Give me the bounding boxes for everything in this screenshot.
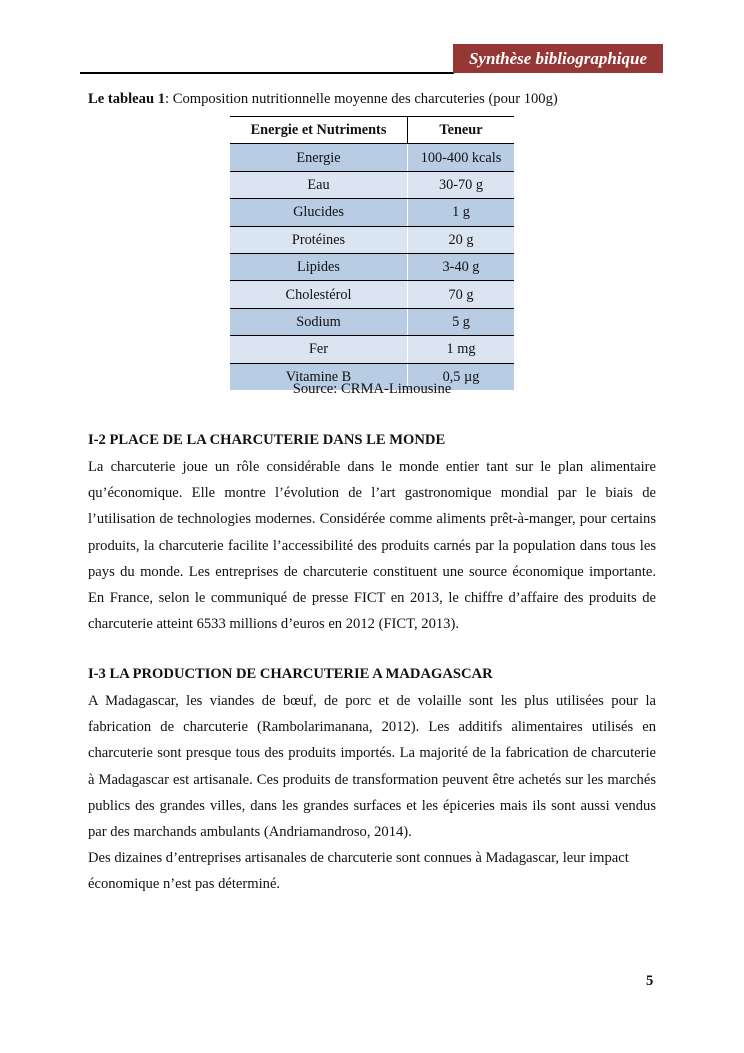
paragraph: La charcuterie joue un rôle considérable dans le monde entier tant sur le plan alimentaire qu’économique. Elle montre l’évolution de l’art gastronomique mondial par le biais de l’utilisation de technologies modernes. Considérée comme aliments prêt-à-manger, pour certains produits, la charcuterie facilite l’accessibilité des produits carnés par la population dans tous les pays du monde. Les entreprises de charcuterie constituent une source économique importante. En France, selon le communiqué de presse FICT en 2013, le chiffre d’affaire des produits de charcuterie atteint 6533 millions d’euros en 2012 (FICT, 2013). [88, 459, 656, 633]
nutrient-cell: Fer [230, 336, 408, 363]
nutrient-cell: Lipides [230, 253, 408, 280]
table-row [230, 226, 514, 253]
table-caption-text: : Composition nutritionnelle moyenne des charcuteries (pour 100g) [165, 91, 558, 107]
table-row [230, 144, 514, 171]
table-caption-label: Le tableau 1 [88, 91, 166, 107]
table-row [230, 253, 514, 280]
nutrient-cell: Protéines [230, 226, 408, 253]
table-header-row [230, 117, 514, 144]
section-heading: I-3 LA PRODUCTION DE CHARCUTERIE A MADAGASCAR [88, 666, 493, 682]
value-cell: 70 g [408, 281, 515, 308]
table-row [230, 171, 514, 198]
table-row [230, 199, 514, 226]
table-caption [88, 91, 558, 108]
value-cell: 20 g [408, 226, 515, 253]
nutrient-cell: Cholestérol [230, 281, 408, 308]
section-header-banner: Synthèse bibliographique [453, 44, 663, 73]
paragraph: Des dizaines d’entreprises artisanales de charcuterie sont connues à Madagascar, leur impact économique n’est pas déterminé. [88, 850, 629, 893]
value-cell: 5 g [408, 308, 515, 335]
value-cell: 1 mg [408, 336, 515, 363]
nutrient-cell: Sodium [230, 308, 408, 335]
value-cell: 1 g [408, 199, 515, 226]
column-header: Energie et Nutriments [230, 117, 408, 144]
nutrition-table [230, 116, 514, 390]
value-cell: 3-40 g [408, 253, 515, 280]
nutrient-cell: Glucides [230, 199, 408, 226]
value-cell: 100-400 kcals [408, 144, 515, 171]
table-row [230, 308, 514, 335]
nutrient-cell: Vitamine B [230, 363, 408, 390]
value-cell: 0,5 µg [408, 363, 515, 390]
table-source: Source: CRMA-Limousine [292, 381, 452, 397]
column-header: Teneur [408, 117, 515, 144]
section-heading: I-2 PLACE DE LA CHARCUTERIE DANS LE MONDE [88, 432, 446, 448]
value-cell: 30-70 g [408, 171, 515, 198]
table-row [230, 336, 514, 363]
page-number: 5 [646, 973, 654, 989]
paragraph: A Madagascar, les viandes de bœuf, de porc et de volaille sont les plus utilisées pour la fabrication de charcuterie (Rambolarimanana, 2012). Les additifs alimentaires utilisés en charcuterie sont presque tous des produits importés. La majorité de la fabrication de charcuterie à Madagascar est artisanale. Ces produits de transformation peuvent être achetés sur les marchés publics des grandes villes, dans les grandes surfaces et les épiceries mais ils sont aussi vendus par des marchands ambulants (Andriamandroso, 2014). [88, 693, 656, 841]
nutrient-cell: Energie [230, 144, 408, 171]
table-row [230, 281, 514, 308]
nutrient-cell: Eau [230, 171, 408, 198]
header-rule [80, 72, 454, 74]
